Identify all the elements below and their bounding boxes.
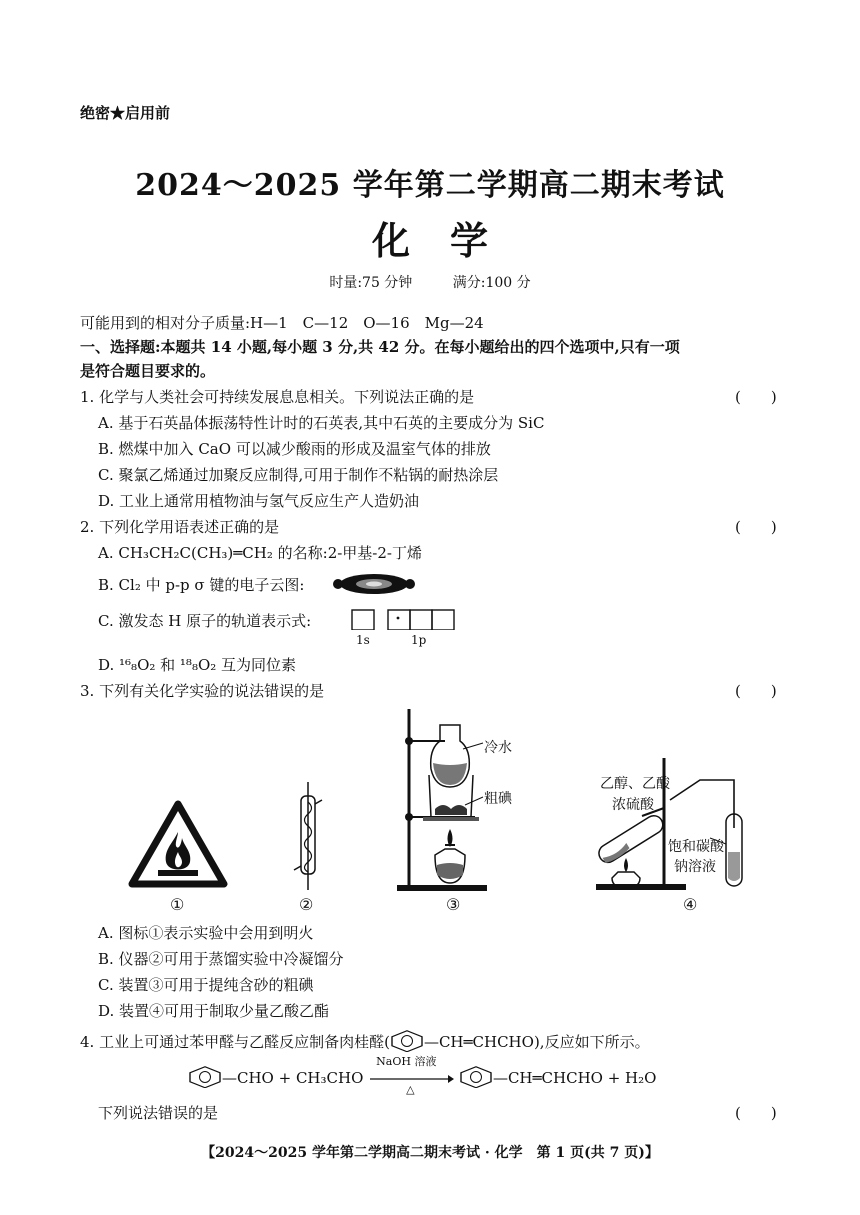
q1-option-c[interactable]: C. 聚氯乙烯通过加聚反应制得,可用于制作不粘锅的耐热涂层 xyxy=(98,466,499,484)
q4-stem-post: ),反应如下所示。 xyxy=(533,1033,650,1051)
open-flame-warning-icon xyxy=(128,800,228,888)
sigma-bond-cloud-icon xyxy=(332,572,416,596)
q3-option-d[interactable]: D. 装置④可用于制取少量乙酸乙酯 xyxy=(98,1002,330,1020)
label-cold-water: 冷水 xyxy=(484,740,512,756)
orbital-label-1p: 1p xyxy=(411,633,427,647)
products: —CH═CHCHO + H₂O xyxy=(492,1069,657,1087)
orbital-boxes-icon xyxy=(350,608,465,630)
q4-question: 下列说法错误的是 xyxy=(98,1104,219,1122)
reactants: —CHO + CH₃CHO xyxy=(222,1069,364,1087)
q3-stem: 3. 下列有关化学实验的说法错误的是 xyxy=(80,682,325,700)
time-limit: 时量:75 分钟 xyxy=(329,275,413,291)
page-footer: 【2024～2025 学年第二学期高二期末考试 · 化学 第 1 页(共 7 页)】 xyxy=(201,1145,659,1161)
q3-option-a[interactable]: A. 图标①表示实验中会用到明火 xyxy=(98,924,314,942)
q2-stem: 2. 下列化学用语表述正确的是 xyxy=(80,518,280,536)
reaction-arrow xyxy=(368,1055,454,1096)
figure-label-4: ④ xyxy=(683,895,698,914)
q2-option-c[interactable]: C. 激发态 H 原子的轨道表示式: xyxy=(98,612,312,630)
reaction-equation xyxy=(188,1055,657,1096)
q2-option-a[interactable]: A. CH₃CH₂C(CH₃)═CH₂ 的名称:2-甲基-2-丁烯 xyxy=(98,544,422,562)
q4-stem-group: —CH═CHCHO xyxy=(423,1033,534,1051)
condenser-tube-icon xyxy=(288,780,328,892)
exam-meta xyxy=(0,272,860,292)
q4-stem xyxy=(80,1030,650,1052)
reaction-condition-bottom: △ xyxy=(406,1083,415,1096)
q3-option-c[interactable]: C. 装置③可用于提纯含砂的粗碘 xyxy=(98,976,314,994)
q4-stem-pre: 4. 工业上可通过苯甲醛与乙醛反应制备肉桂醛( xyxy=(80,1033,390,1051)
exam-title: 2024～2025 学年第二学期高二期末考试 xyxy=(135,168,725,203)
label-reagents-2: 浓硫酸 xyxy=(612,797,654,813)
section-instructions-line2: 是符合题目要求的。 xyxy=(80,362,216,380)
q3-answer-paren[interactable]: ( ) xyxy=(735,682,777,700)
figure-label-1: ① xyxy=(170,895,185,914)
label-na2co3-1: 饱和碳酸 xyxy=(668,839,724,855)
q1-option-a[interactable]: A. 基于石英晶体振荡特性计时的石英表,其中石英的主要成分为 SiC xyxy=(98,414,545,432)
q4-answer-paren[interactable]: ( ) xyxy=(735,1104,777,1122)
q2-option-b[interactable]: B. Cl₂ 中 p-p σ 键的电子云图: xyxy=(98,576,305,594)
ethyl-acetate-apparatus-icon xyxy=(582,748,762,893)
q1-option-d[interactable]: D. 工业上通常用植物油与氢气反应生产人造奶油 xyxy=(98,492,420,510)
label-crude-iodine: 粗碘 xyxy=(484,791,512,807)
q2-answer-paren[interactable]: ( ) xyxy=(735,518,777,536)
benzene-ring-icon xyxy=(459,1066,493,1088)
q3-option-b[interactable]: B. 仪器②可用于蒸馏实验中冷凝馏分 xyxy=(98,950,344,968)
section-instructions-line1: 一、选择题:本题共 14 小题,每小题 3 分,共 42 分。在每小题给出的四个选项中,只有一项 xyxy=(80,338,680,356)
benzene-ring-icon xyxy=(390,1030,424,1052)
q1-answer-paren[interactable]: ( ) xyxy=(735,388,777,406)
label-na2co3-2: 钠溶液 xyxy=(674,859,716,875)
figure-label-3: ③ xyxy=(446,895,461,914)
figure-label-2: ② xyxy=(299,895,314,914)
full-score: 满分:100 分 xyxy=(452,275,531,291)
confidential-mark: 绝密★启用前 xyxy=(80,104,171,122)
benzene-ring-icon xyxy=(188,1066,222,1088)
q2-option-d[interactable]: D. ¹⁶₈O₂ 和 ¹⁸₈O₂ 互为同位素 xyxy=(98,656,297,674)
subject-title: 化学 xyxy=(371,218,528,263)
q1-stem: 1. 化学与人类社会可持续发展息息相关。下列说法正确的是 xyxy=(80,388,475,406)
relative-masses: 可能用到的相对分子质量:H—1 C—12 O—16 Mg—24 xyxy=(80,314,484,332)
q1-option-b[interactable]: B. 燃煤中加入 CaO 可以减少酸雨的形成及温室气体的排放 xyxy=(98,440,491,458)
orbital-label-1s: 1s xyxy=(356,633,370,647)
sublimation-apparatus-icon xyxy=(395,705,495,893)
label-reagents-1: 乙醇、乙酸 xyxy=(600,776,670,792)
reaction-condition-top: NaOH 溶液 xyxy=(376,1055,437,1068)
